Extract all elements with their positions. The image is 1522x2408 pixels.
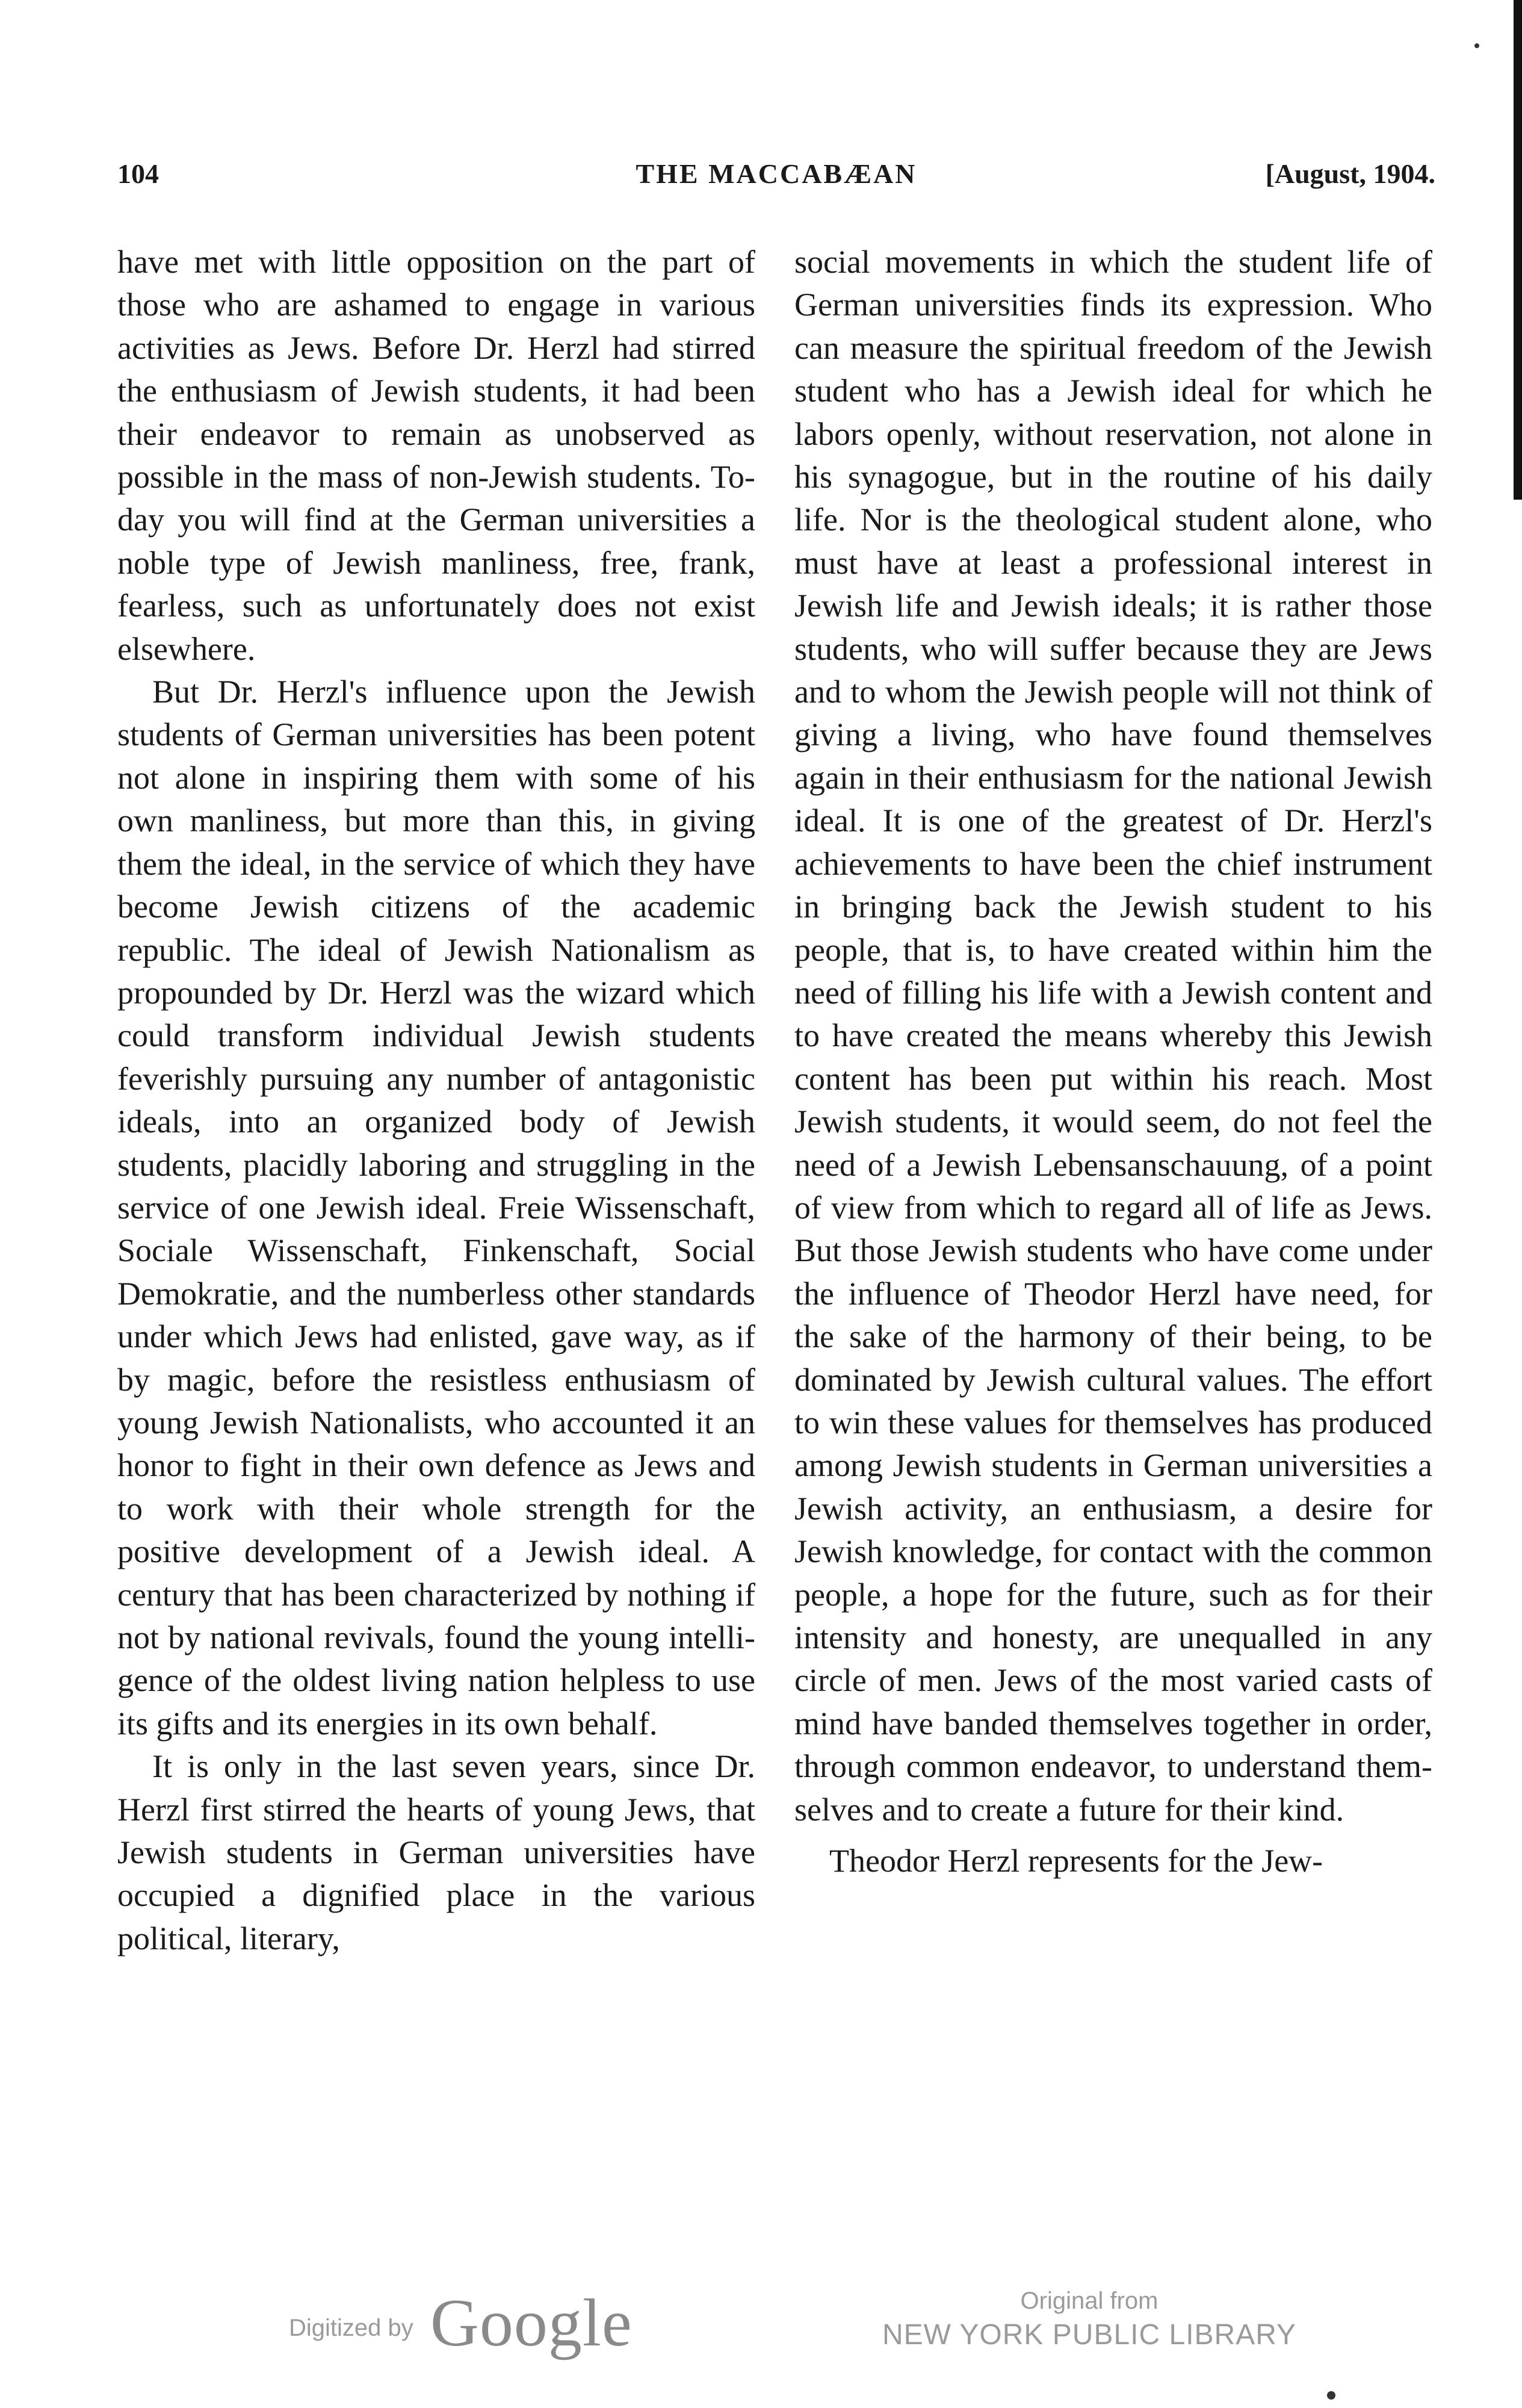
original-from-label: Original from [1020, 2288, 1159, 2314]
page-header [117, 158, 1435, 200]
scan-speck [1474, 43, 1479, 48]
left-column [117, 241, 755, 1960]
source-attribution [879, 2288, 1300, 2351]
issue-date: [August, 1904. [1265, 158, 1435, 189]
right-column [794, 241, 1432, 1882]
paragraph: have met with little opposition on the part of those who are ashamed to engage in various activities as Jews. Before Dr. Herzl had stirred the enthusiasm of Jewish students, it had been their endeavor to remain as unobserved as possible in the mass of non-Jewish students. To-day you will find at the German universities a noble type of Jewish manliness, free, frank, fearless, such as unfortunately does not exist elsewhere. [117, 244, 755, 667]
journal-title: THE MACCABÆAN [636, 158, 917, 189]
paragraph: social movements in which the student life of German universities finds its expression. Who can measure the spiritual freedom of the Jewish student who has a Jewish ideal for which he labors openly, without reservation, not alone in his synagogue, but in the routine of his daily life. Nor is the theological student alone, who must have at least a professional interest in Jewish life and Jewish ideals; it is rather those students, who will suffer because they are Jews and to whom the Jewish people will not think of giving a living, who have found themselves again in their enthusiasm for the national Jewish ideal. It is one of the greatest of Dr. Herzl's achievements to have been the chief instrument in bringing back the Jewish student to his people, that is, to have created within him the need of filling his life with a Jewish content and to have created the means whereby this Jewish content has been put within his reach. Most Jewish students, it would seem, do not feel the need of a Jewish Lebensanschauung, of a point of view from which to regard all of life as Jews. But those Jewish students who have come under the influence of Theodor Herzl have need, for the sake of the harmony of their being, to be dominated by Jewish cultural values. The effort to win these values for themselves has produced among Jewish students in German universities a Jewish activity, an enthusiasm, a desire for Jewish knowledge, for contact with the common people, a hope for the future, such as for their intensity and honesty, are unequalled in any circle of men. Jews of the most varied casts of mind have banded themselves together in order, through common endeavor, to understand themselves and to create a future for their kind. [794, 244, 1432, 1828]
paragraph: Theodor Herzl represents for the Jew- [829, 1843, 1323, 1879]
digitization-footer [0, 2258, 1522, 2408]
library-name: NEW YORK PUBLIC LIBRARY [882, 2319, 1297, 2351]
digitized-by-label: Digitized by [289, 2315, 413, 2341]
page-number: 104 [117, 158, 159, 189]
google-logo: Google [430, 2286, 633, 2360]
scan-edge-shadow [1514, 0, 1522, 500]
paragraph: But Dr. Herzl's influence upon the Jewish students of German universities has been potent not alone in inspiring them with some of his own manliness, but more than this, in giving them the ideal, in the service of which they have become Jewish citizens of the academic republic. The ideal of Jewish Nationalism as propounded by Dr. Herzl was the wizard which could transform individual Jewish students feverishly pursuing any number of antagonistic ideals, into an organized body of Jewish students, placidly laboring and struggling in the service of one Jewish ideal. Freie Wissenschaft, Sociale Wissenschaft, Finkenschaft, Social Demokratie, and the numberless other standards under which Jews had enlisted, gave way, as if by magic, before the resistless enthusiasm of young Jewish Nationalists, who accounted it an honor to fight in their own defence as Jews and to work with their whole strength for the positive development of a Jewish ideal. A century that has been characterized by nothing if not by national revivals, found the young intelligence of the oldest living nation helpless to use its gifts and its energies in its own behalf. [117, 674, 755, 1742]
paragraph: It is only in the last seven years, since Dr. Herzl first stirred the hearts of young Jews, that Jewish students in German universities have occupied a dignified place in the various political, literary, [117, 1748, 755, 1956]
